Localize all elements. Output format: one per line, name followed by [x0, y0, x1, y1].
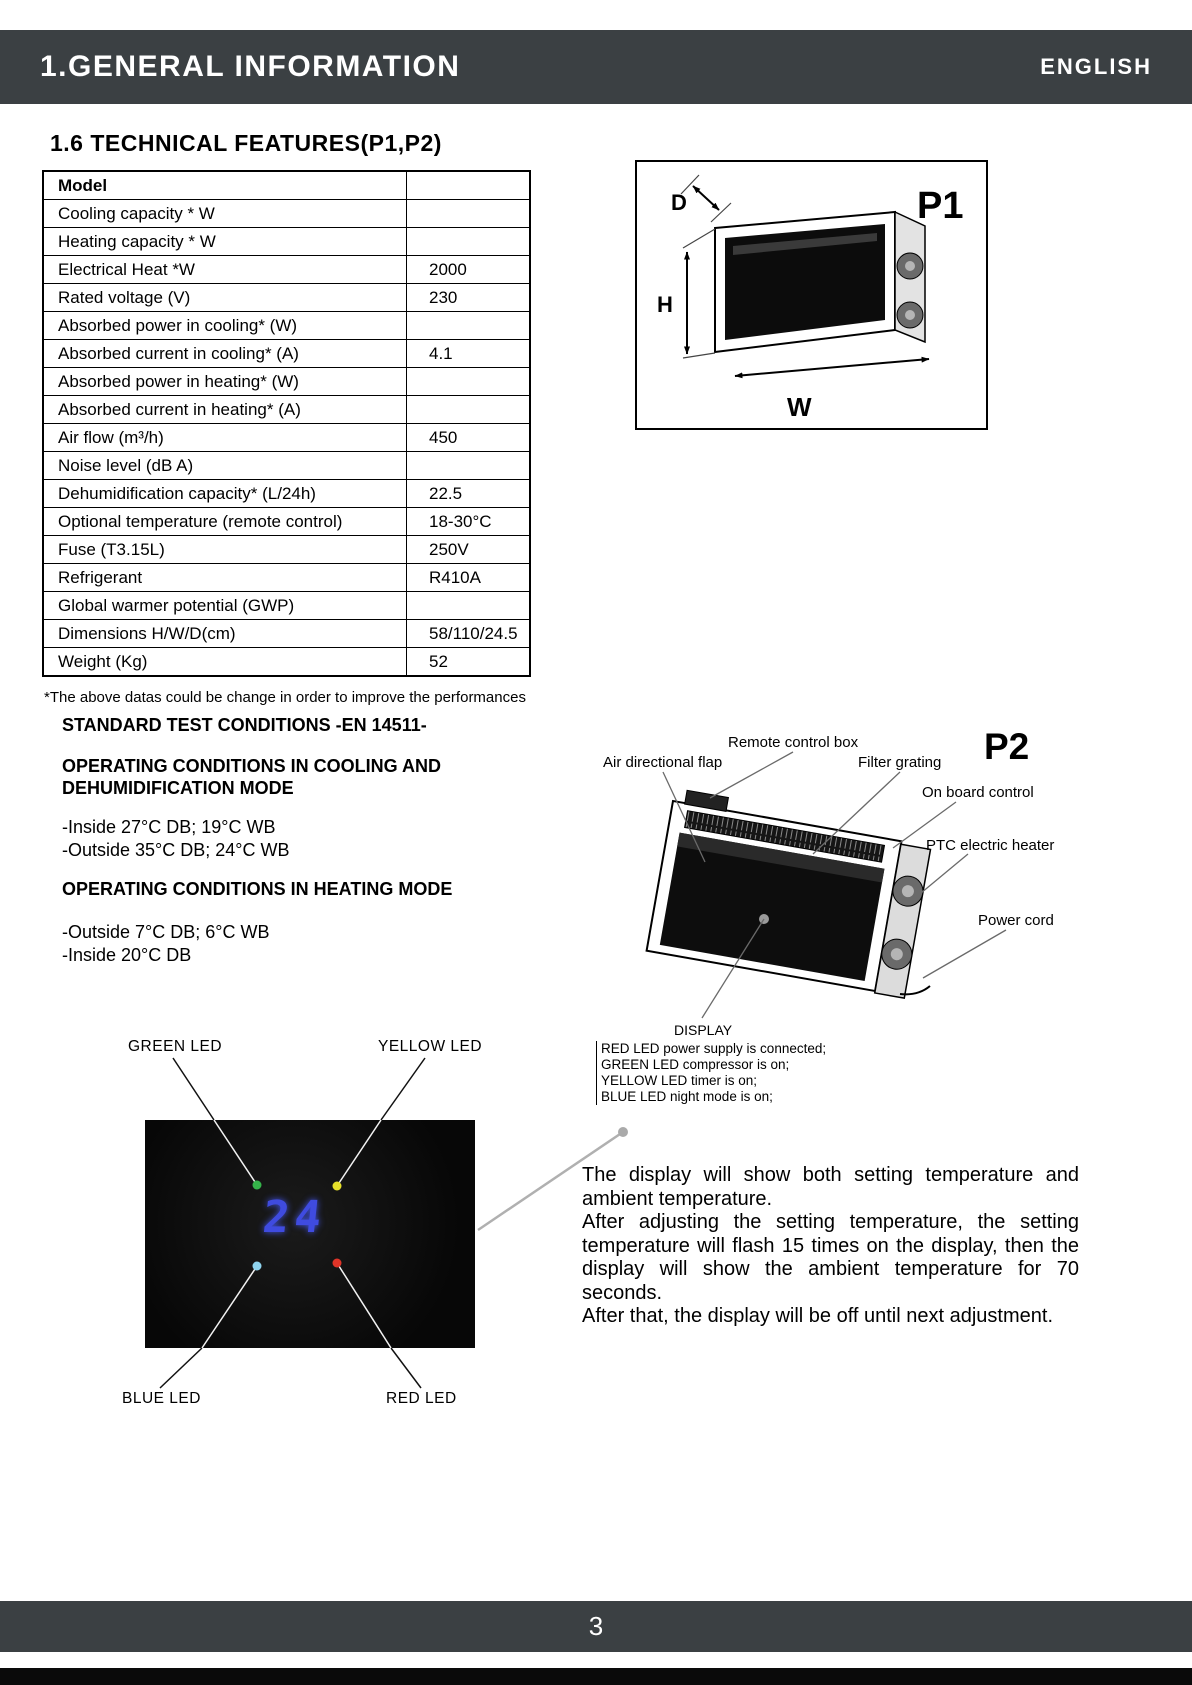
description-paragraph: The display will show both setting temperature and ambient temperature. [582, 1164, 1079, 1210]
p1-dim-d: D [671, 190, 687, 215]
description-paragraph: After adjusting the setting temperature, the setting temperature will flash 15 times on the display, then the display will show the ambient temperature for 70 seconds. [582, 1211, 1079, 1304]
section-title: 1.6 TECHNICAL FEATURES(P1,P2) [50, 130, 442, 156]
spec-value: 22.5 [407, 480, 531, 508]
spec-value [407, 228, 531, 256]
display-caption-line: RED LED power supply is connected; [601, 1041, 827, 1056]
spec-label: Optional temperature (remote control) [43, 508, 407, 536]
fan-hub [905, 310, 915, 320]
spec-row [43, 536, 530, 564]
spec-label: Refrigerant [43, 564, 407, 592]
spec-value: 58/110/24.5 [407, 620, 531, 648]
spec-value [407, 452, 531, 480]
spec-label: Electrical Heat *W [43, 256, 407, 284]
spec-label: Cooling capacity * W [43, 200, 407, 228]
footer-bar [0, 1601, 1192, 1652]
spec-label: Air flow (m³/h) [43, 424, 407, 452]
language-label: ENGLISH [1040, 54, 1152, 79]
spec-value [407, 396, 531, 424]
spec-row [43, 508, 530, 536]
spec-header-value-cell [407, 171, 531, 200]
spec-label: Rated voltage (V) [43, 284, 407, 312]
callout-on-board-control: On board control [922, 784, 1034, 801]
spec-label: Dehumidification capacity* (L/24h) [43, 480, 407, 508]
spec-row [43, 480, 530, 508]
spec-row [43, 200, 530, 228]
callout-air-directional-flap: Air directional flap [603, 754, 723, 771]
p1-drawing [637, 162, 986, 428]
spec-value [407, 312, 531, 340]
spec-value: 250V [407, 536, 531, 564]
green-led-label: GREEN LED [128, 1038, 223, 1055]
p1-label: P1 [917, 185, 964, 227]
spec-row [43, 620, 530, 648]
connector-dot [618, 1127, 628, 1137]
cooling-conditions-lines [62, 816, 289, 862]
spec-row [43, 648, 530, 677]
spec-row [43, 452, 530, 480]
display-caption-line: BLUE LED night mode is on; [601, 1089, 773, 1104]
page-title: 1.GENERAL INFORMATION [40, 50, 461, 83]
display-caption-line: YELLOW LED timer is on; [601, 1073, 758, 1088]
spec-header-row [43, 171, 530, 200]
display-caption [596, 1022, 886, 1105]
p2-diagram [578, 726, 1092, 1114]
display-caption-title: DISPLAY [674, 1022, 733, 1038]
callout-filter-grating: Filter grating [858, 754, 942, 771]
display-photo [145, 1120, 475, 1348]
condition-line: -Inside 27°C DB; 19°C WB [62, 817, 276, 837]
header-bar [0, 30, 1192, 104]
display-caption-lines [596, 1041, 886, 1105]
spec-value [407, 592, 531, 620]
spec-row [43, 592, 530, 620]
spec-row [43, 340, 530, 368]
callout-remote-control-box: Remote control box [728, 734, 859, 751]
spec-value: 52 [407, 648, 531, 677]
spec-row [43, 312, 530, 340]
spec-label: Absorbed current in heating* (A) [43, 396, 407, 424]
page-number: 3 [588, 1611, 604, 1641]
heating-conditions-lines [62, 921, 269, 967]
blue-led-label: BLUE LED [122, 1390, 201, 1407]
fan-hub [905, 261, 915, 271]
condition-line: -Outside 7°C DB; 6°C WB [62, 922, 270, 942]
spec-table-header: Model [43, 171, 407, 200]
spec-row [43, 228, 530, 256]
standard-test-title: STANDARD TEST CONDITIONS -EN 14511- [62, 715, 427, 735]
spec-row [43, 424, 530, 452]
description-paragraph: After that, the display will be off until next adjustment. [582, 1305, 1053, 1327]
display-photo-figure [100, 1030, 500, 1420]
spec-value: 450 [407, 424, 531, 452]
spec-label: Heating capacity * W [43, 228, 407, 256]
bottom-strip [0, 1668, 1192, 1685]
spec-table [42, 170, 531, 677]
spec-label: Absorbed power in cooling* (W) [43, 312, 407, 340]
spec-value [407, 200, 531, 228]
callout-ptc-electric-heater: PTC electric heater [926, 837, 1055, 854]
p2-label: P2 [984, 726, 1030, 767]
spec-label: Noise level (dB A) [43, 452, 407, 480]
display-caption-line: GREEN LED compressor is on; [601, 1057, 790, 1072]
heating-conditions-title: OPERATING CONDITIONS IN HEATING MODE [62, 879, 453, 899]
temperature-display: 24 [260, 1192, 329, 1243]
spec-label: Absorbed current in cooling* (A) [43, 340, 407, 368]
condition-line: -Inside 20°C DB [62, 945, 192, 965]
callout-power-cord: Power cord [978, 912, 1054, 929]
spec-row [43, 564, 530, 592]
spec-value: R410A [407, 564, 531, 592]
red-led-label: RED LED [386, 1390, 457, 1407]
spec-label: Weight (Kg) [43, 648, 407, 677]
p1-dim-w: W [787, 392, 812, 422]
table-footnote: *The above datas could be change in order to improve the performances [44, 689, 526, 706]
spec-value: 4.1 [407, 340, 531, 368]
spec-label: Fuse (T3.15L) [43, 536, 407, 564]
spec-label: Dimensions H/W/D(cm) [43, 620, 407, 648]
spec-value: 2000 [407, 256, 531, 284]
spec-value: 230 [407, 284, 531, 312]
spec-row [43, 368, 530, 396]
p1-diagram [635, 160, 988, 430]
spec-value [407, 368, 531, 396]
condition-line: -Outside 35°C DB; 24°C WB [62, 840, 290, 860]
spec-label: Global warmer potential (GWP) [43, 592, 407, 620]
spec-row [43, 256, 530, 284]
cooling-conditions-title: OPERATING CONDITIONS IN COOLING AND DEHUMIDIFICATION MODE [62, 756, 442, 798]
yellow-led-label: YELLOW LED [378, 1038, 483, 1055]
spec-row [43, 396, 530, 424]
p1-dim-h: H [657, 292, 673, 317]
spec-value: 18-30°C [407, 508, 531, 536]
spec-row [43, 284, 530, 312]
spec-label: Absorbed power in heating* (W) [43, 368, 407, 396]
display-description [582, 1164, 1079, 1329]
